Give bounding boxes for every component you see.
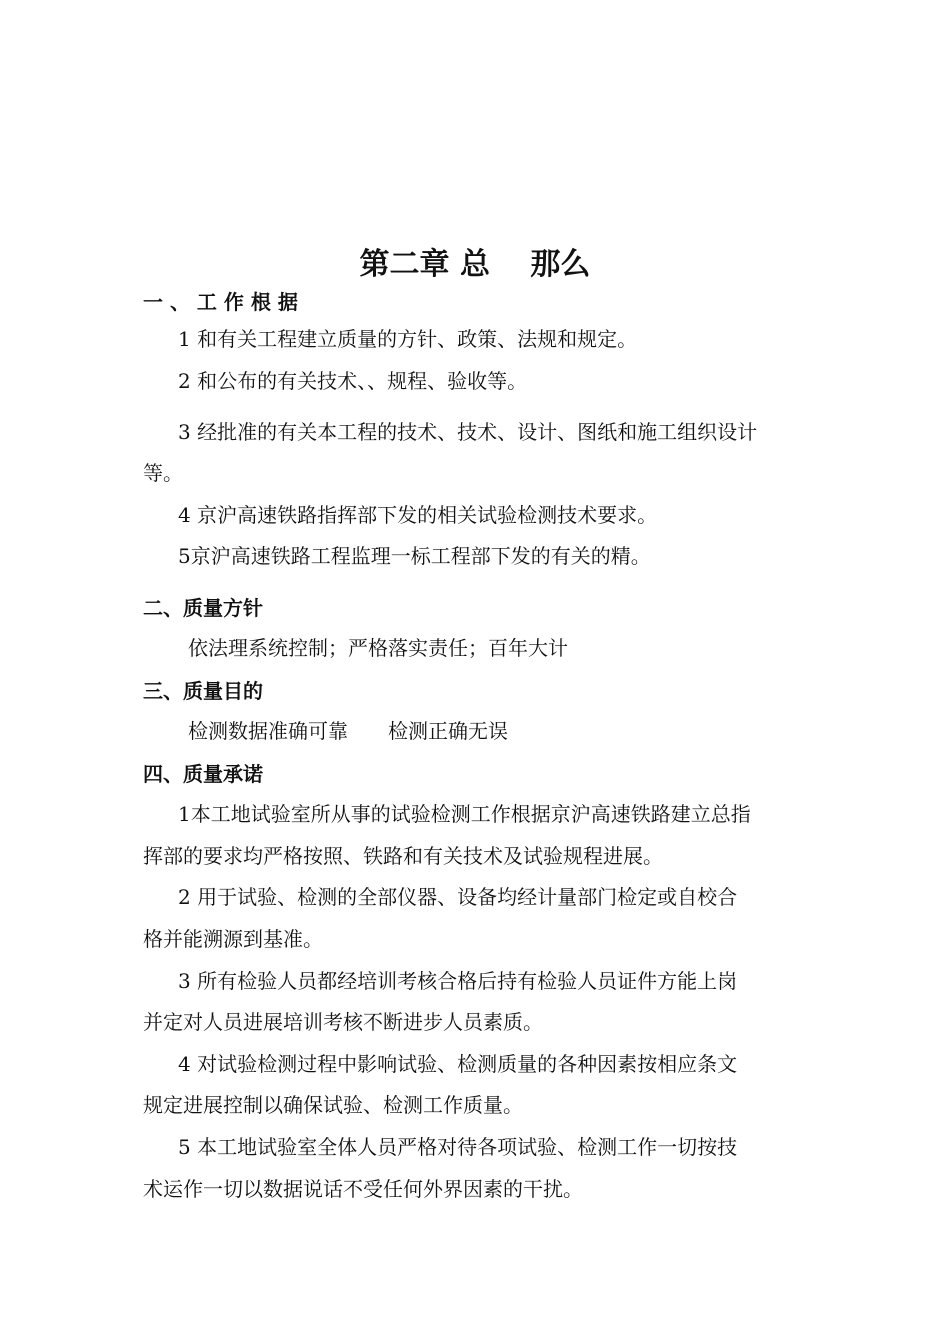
s4-line-9: 5 本工地试验室全体人员严格对待各项试验、检测工作一切按技: [178, 1135, 738, 1159]
section-2-heading: 二、质量方针: [143, 596, 263, 620]
s4-line-10: 术运作一切以数据说话不受任何外界因素的干扰。: [143, 1177, 583, 1201]
s3-text: 检测数据准确可靠 检测正确无误: [188, 719, 508, 743]
s1-item-3-cont: 等。: [143, 461, 183, 485]
chapter-title: 第二章 总 那么: [359, 247, 591, 282]
s4-line-7: 4 对试验检测过程中影响试验、检测质量的各种因素按相应条文: [178, 1052, 738, 1076]
section-4-heading: 四、质量承诺: [143, 762, 263, 786]
section-3-heading: 三、质量目的: [143, 679, 263, 703]
s4-line-4: 格并能溯源到基准。: [143, 927, 323, 951]
s4-line-3: 2 用于试验、检测的全部仪器、设备均经计量部门检定或自校合: [178, 885, 738, 909]
s4-line-1: 1本工地试验室所从事的试验检测工作根据京沪高速铁路建立总指: [178, 802, 751, 826]
s4-line-8: 规定进展控制以确保试验、检测工作质量。: [143, 1093, 523, 1117]
s1-item-4: 4 京沪高速铁路指挥部下发的相关试验检测技术要求。: [178, 503, 658, 527]
s1-item-3: 3 经批准的有关本工程的技术、技术、设计、图纸和施工组织设计: [178, 420, 758, 444]
s1-item-2: 2 和公布的有关技术、、规程、验收等。: [178, 369, 528, 393]
s4-line-5: 3 所有检验人员都经培训考核合格后持有检验人员证件方能上岗: [178, 969, 738, 993]
s1-item-1: 1 和有关工程建立质量的方针、政策、法规和规定。: [178, 327, 638, 351]
section-1-heading: 一 、 工 作 根 据: [143, 290, 298, 314]
s4-line-2: 挥部的要求均严格按照、铁路和有关技术及试验规程进展。: [143, 844, 663, 868]
s4-line-6: 并定对人员进展培训考核不断进步人员素质。: [143, 1010, 543, 1034]
s1-item-5: 5京沪高速铁路工程监理一标工程部下发的有关的精。: [178, 544, 651, 568]
s2-text: 依法理系统控制；严格落实责任；百年大计: [188, 636, 568, 660]
